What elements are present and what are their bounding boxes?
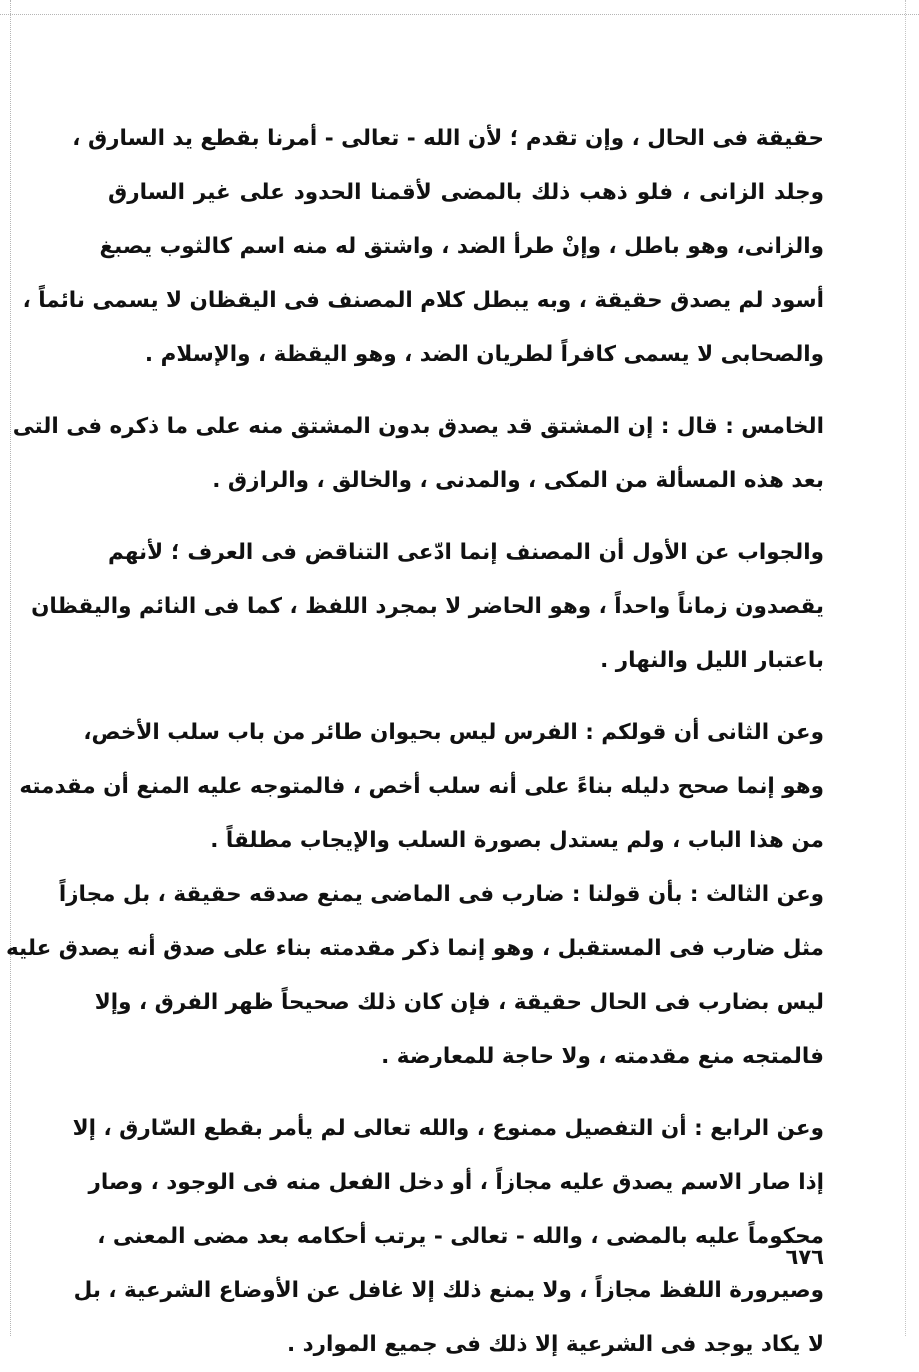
text-line: وصيرورة اللفظ مجازاً ، ولا يمنع ذلك إلا غافل عن الأوضاع الشرعية ، بل (73, 1278, 824, 1303)
body-text (6, 112, 824, 1372)
page-number: ٦٧٦ (785, 1245, 824, 1269)
text-line: مثل ضارب فى المستقبل ، وهو إنما ذكر مقدمته بناء على صدق أنه يصدق عليه (6, 936, 824, 961)
text-line: بعد هذه المسألة من المكى ، والمدنى ، والخالق ، والرازق . (212, 468, 824, 493)
text-line: ليس بضارب فى الحال حقيقة ، فإن كان ذلك صحيحاً ظهر الفرق ، وإلا (94, 990, 824, 1015)
scan-border-top (0, 14, 919, 15)
paragraph-1 (22, 112, 824, 382)
text-line: والزانى، وهو باطل ، وإنْ طرأ الضد ، واشتق له منه اسم كالثوب يصبغ (99, 234, 824, 259)
text-line: والجواب عن الأول أن المصنف إنما ادّعى التناقض فى العرف ؛ لأنهم (108, 540, 824, 565)
text-line: والصحابى لا يسمى كافراً لطريان الضد ، وهو اليقظة ، والإسلام . (144, 342, 824, 367)
text-line: من هذا الباب ، ولم يستدل بصورة السلب والإيجاب مطلقاً . (210, 828, 824, 853)
paragraph-3 (31, 526, 824, 688)
text-line: الخامس : قال : إن المشتق قد يصدق بدون المشتق منه على ما ذكره فى التى (12, 414, 824, 439)
scan-border-left (10, 0, 11, 1336)
text-line: إذا صار الاسم يصدق عليه مجازاً ، أو دخل الفعل منه فى الوجود ، وصار (88, 1170, 824, 1195)
paragraph-6 (72, 1102, 824, 1372)
text-line: يقصدون زماناً واحداً ، وهو الحاضر لا بمجرد اللفظ ، كما فى النائم واليقظان (31, 594, 824, 619)
text-line: وهو إنما صحح دليله بناءً على أنه سلب أخص ، فالمتوجه عليه المنع أن مقدمته (19, 774, 824, 799)
paragraph-4 (19, 706, 824, 868)
text-line: وعن الثانى أن قولكم : الفرس ليس بحيوان طائر من باب سلب الأخص، (83, 720, 824, 745)
text-line: أسود لم يصدق حقيقة ، وبه يبطل كلام المصنف فى اليقظان لا يسمى نائماً ، (22, 288, 824, 313)
scan-border-right (905, 0, 906, 1336)
text-line: حقيقة فى الحال ، وإن تقدم ؛ لأن الله - تعالى - أمرنا بقطع يد السارق ، (72, 126, 824, 151)
text-line: فالمتجه منع مقدمته ، ولا حاجة للمعارضة . (381, 1044, 824, 1069)
text-line: وجلد الزانى ، فلو ذهب ذلك بالمضى لأقمنا الحدود على غير السارق (108, 180, 824, 205)
text-line: محكوماً عليه بالمضى ، والله - تعالى - يرتب أحكامه بعد مضى المعنى ، (97, 1224, 824, 1249)
paragraph-2 (12, 400, 824, 508)
paragraph-5 (6, 868, 824, 1084)
text-line: وعن الرابع : أن التفصيل ممنوع ، والله تعالى لم يأمر بقطع السّارق ، إلا (72, 1116, 824, 1141)
text-line: باعتبار الليل والنهار . (600, 648, 824, 673)
text-line: لا يكاد يوجد فى الشرعية إلا ذلك فى جميع الموارد . (286, 1332, 824, 1357)
text-line: وعن الثالث : بأن قولنا : ضارب فى الماضى يمنع صدقه حقيقة ، بل مجازاً (58, 882, 824, 907)
